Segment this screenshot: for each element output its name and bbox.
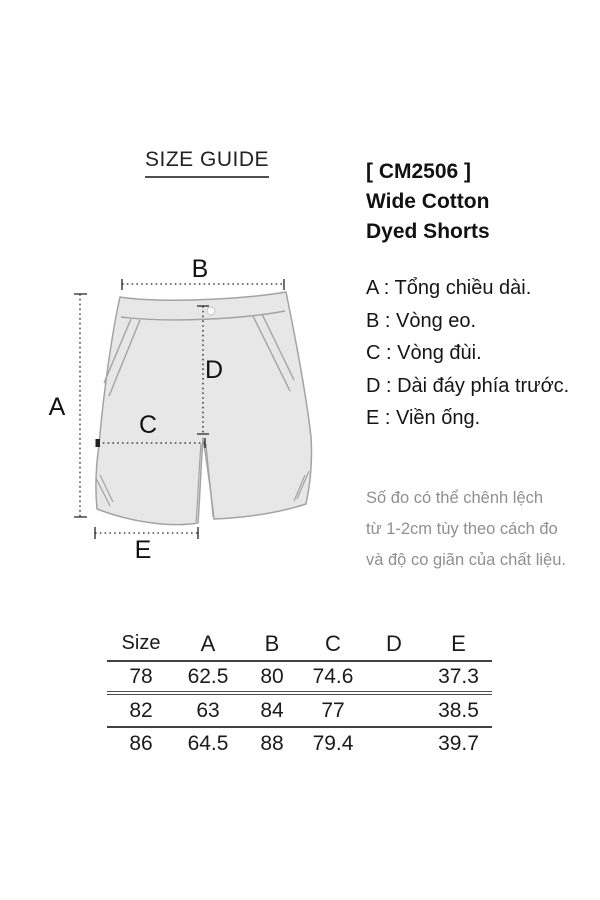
cell-size: 78 xyxy=(129,664,153,688)
header-b: B xyxy=(264,630,280,656)
note-line-2: từ 1-2cm tùy theo cách đo xyxy=(366,520,558,538)
waistband-button xyxy=(207,307,215,315)
dim-label-e: E xyxy=(134,536,152,564)
cell-c: 74.6 xyxy=(312,664,354,688)
cell-c: 79.4 xyxy=(312,731,354,755)
header-a: A xyxy=(200,630,216,656)
legend-item-e: E : Viền ống. xyxy=(366,407,481,429)
dim-label-c: C xyxy=(138,411,158,439)
product-name-line-2: Dyed Shorts xyxy=(366,220,490,243)
legend-item-b: B : Vòng eo. xyxy=(366,309,477,332)
cell-e: 38.5 xyxy=(438,698,479,722)
dim-label-b: B xyxy=(191,255,209,283)
cell-b: 84 xyxy=(260,698,284,722)
cell-b: 88 xyxy=(260,731,284,755)
header-e: E xyxy=(451,630,466,656)
header-d: D xyxy=(386,630,402,656)
dim-label-d: D xyxy=(204,356,224,384)
cell-c: 77 xyxy=(321,698,345,722)
dim-c-tick-left xyxy=(96,439,101,447)
note-line-1: Số đo có thể chênh lệch xyxy=(366,489,544,507)
size-table xyxy=(107,627,492,759)
product-name-line-1: Wide Cotton xyxy=(366,190,490,213)
table-row-size-86 xyxy=(107,728,492,759)
note-line-3: và độ co giãn của chất liệu. xyxy=(366,551,566,569)
table-row-size-82 xyxy=(107,695,492,728)
product-code: [ CM2506 ] xyxy=(366,160,472,183)
table-row-size-78 xyxy=(107,662,492,695)
legend-item-c: C : Vòng đùi. xyxy=(366,342,482,364)
cell-e: 37.3 xyxy=(438,664,479,688)
cell-a: 63 xyxy=(196,698,220,722)
cell-a: 64.5 xyxy=(187,731,229,755)
cell-e: 39.7 xyxy=(438,731,479,755)
cell-size: 86 xyxy=(129,731,153,755)
legend-item-d: D : Dài đáy phía trước. xyxy=(366,374,570,397)
page-title: SIZE GUIDE xyxy=(145,148,269,178)
cell-size: 82 xyxy=(129,698,153,722)
header-c: C xyxy=(325,630,341,656)
header-size: Size xyxy=(121,632,161,654)
cell-b: 80 xyxy=(260,664,284,688)
cell-a: 62.5 xyxy=(187,664,229,688)
legend-item-a: A : Tổng chiều dài. xyxy=(366,277,532,299)
dim-label-a: A xyxy=(48,393,66,421)
table-header-row xyxy=(107,627,492,662)
